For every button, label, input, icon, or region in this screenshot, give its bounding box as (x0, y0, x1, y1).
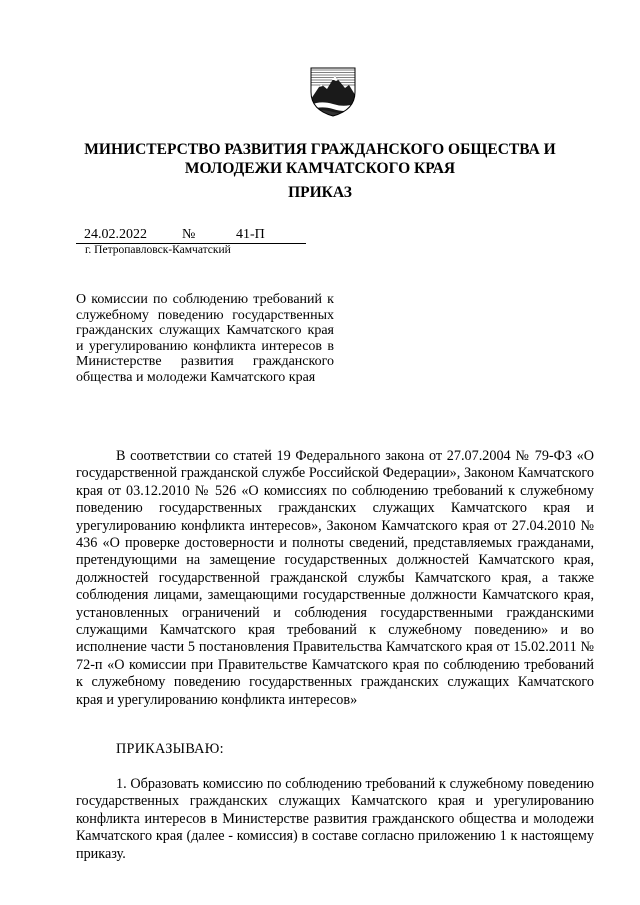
order-city: г. Петропавловск-Камчатский (85, 244, 231, 256)
order-word: ПРИКАЗЫВАЮ: (116, 741, 224, 757)
document-type-title: ПРИКАЗ (288, 184, 352, 201)
preamble-paragraph: В соответствии со статей 19 Федерального закона от 27.07.2004 № 79-ФЗ «О государственной гражданской службе Российской Федерации», Законом Камчатского края от 03.12.2010 № 526 «О комиссиях по соблюдению требований к служебному поведению государственных гражданских служащих Камчатского края и урегулированию конфликта интересов», Законом Камчатского края от 27.04.2010 № 436 «О проверке достоверности и полноты сведений, представляемых гражданами, претендующими на замещение государственных должностей Камчатского края, должностей государственной гражданской службы Камчатского края, а также соблюдения лицами, замещающими государственные должности Камчатского края, установленных ограничений и соблюдения государственными гражданскими служащими Камчатского края требований к служебному поведению» и во исполнение части 5 постановления Правительства Камчатского края от 15.02.2011 № 72-п «О комиссии при Правительстве Камчатского края по соблюдению требований к служебному поведению государственных гражданских служащих Камчатского края и урегулированию конфликта интересов» (76, 448, 594, 708)
ministry-name (60, 140, 580, 178)
order-date: 24.02.2022 (84, 227, 147, 242)
ministry-name-line1: МИНИСТЕРСТВО РАЗВИТИЯ ГРАЖДАНСКОГО ОБЩЕСТВА И (84, 141, 556, 158)
number-sign: № (182, 227, 196, 242)
ministry-name-line2: МОЛОДЕЖИ КАМЧАТСКОГО КРАЯ (184, 160, 456, 177)
kamchatka-emblem-icon (305, 62, 361, 118)
order-subject: О комиссии по соблюдению требований к служебному поведению государственных гражданских служащих Камчатского края и урегулированию конфликта интересов в Министерстве развития гражданского общества и молодежи Камчатского края (76, 292, 334, 385)
order-item-1: 1. Образовать комиссию по соблюдению требований к служебному поведению государственных гражданских служащих Камчатского края и урегулированию конфликта интересов в Министерстве развития гражданского общества и молодежи Камчатского края (далее - комиссия) в составе согласно приложению 1 к настоящему приказу. (76, 776, 594, 862)
order-number: 41-П (236, 227, 265, 242)
